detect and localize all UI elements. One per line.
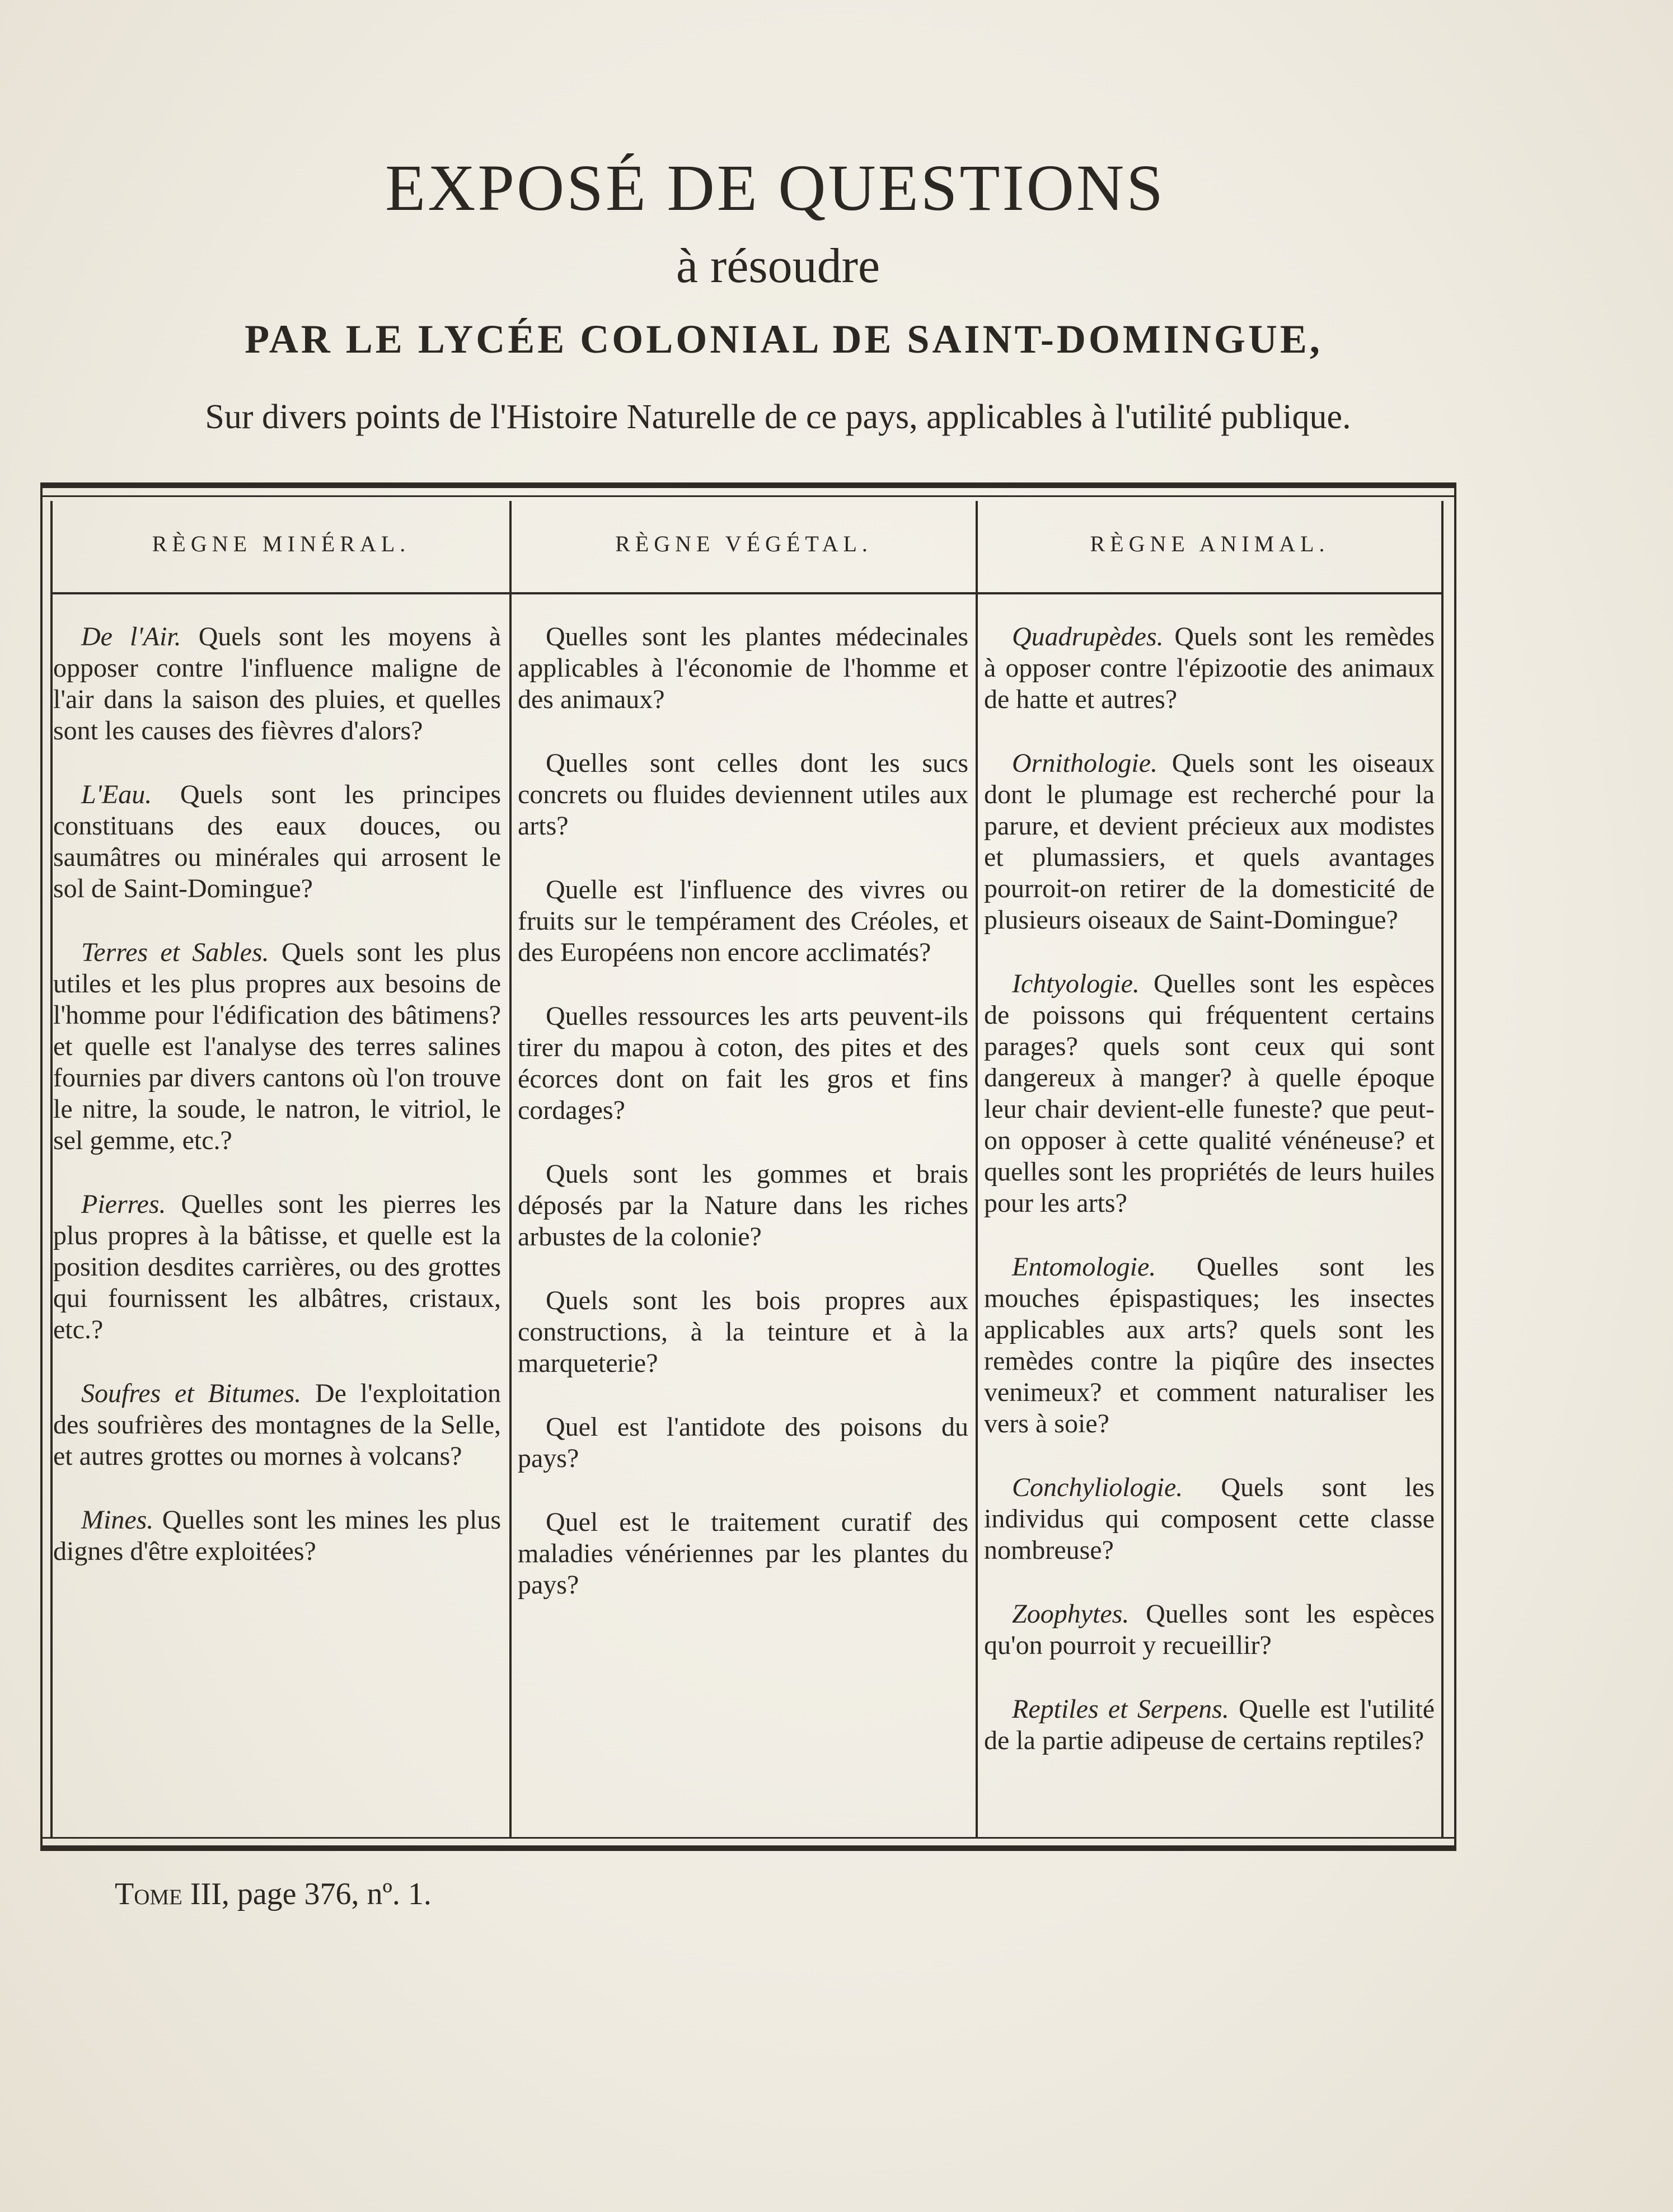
entry-quadrupedes: Quadrupèdes. Quels sont les remèdes à opposer contre l'épizootie des animaux de hatte et autres? [984, 622, 1435, 714]
entry-ichtyologie: Ichtyologie. Quelles sont les espèces de poissons qui fréquentent certains parages? quels sont ceux qui sont dangereux à manger? à quelle époque leur chair devient-elle funeste? que peut-on opposer à cette qualité vénéneuse? et quelles sont les propriétés de leurs huiles pour les arts? [984, 969, 1435, 1218]
entry-pierres: Pierres. Quelles sont les pierres les plus propres à la bâtisse, et quelle est la position desdites carrières, ou des grottes qui fournissent les albâtres, cristaux, etc.? [53, 1189, 502, 1344]
header-animal: RÈGNE ANIMAL. [1090, 531, 1330, 556]
entry-reptiles: Reptiles et Serpens. Quelle est l'utilité de la partie adipeuse de certains reptiles? [984, 1694, 1435, 1755]
header-rule-animal [978, 592, 1441, 594]
header-rule-vegetal [512, 592, 976, 594]
page-reference: Tome III, page 376, nº. 1. [115, 1877, 432, 1911]
scope-line: Sur divers points de l'Histoire Naturelle de ce pays, applicables à l'utilité publique. [205, 398, 1351, 436]
column-animal [984, 621, 1435, 1789]
entry-soufres: Soufres et Bitumes. De l'exploitation des soufrières des montagnes de la Selle, et autres grottes ou mornes à volcans? [53, 1379, 501, 1471]
column-rule-right [1441, 501, 1444, 1839]
entry-terres: Terres et Sables. Quels sont les plus utiles et les plus propres aux besoins de l'homme pour l'édification des bâtimens? et quelle est l'analyse des terres salines fournies par divers cantons où l'on trouve le nitre, la soude, le natron, le vitriol, le sel gemme, etc.? [53, 938, 502, 1155]
entry-ornithologie: Ornithologie. Quels sont les oiseaux dont le plumage est recherché pour la parure, et devient précieux aux modistes et plumassiers, et quels avantages pourroit-on retirer de la domesticité de plusieurs oiseaux de Saint-Domingue? [984, 748, 1435, 935]
entry-air: De l'Air. Quels sont les moyens à opposer contre l'influence maligne de l'air dans la saison des pluies, et quelles sont les causes des fièvres d'alors? [53, 622, 501, 746]
entry-conchyliologie: Conchyliologie. Quels sont les individus qui composent cette classe nombreuse? [984, 1473, 1435, 1565]
column-rule-left [50, 501, 53, 1839]
page-subtitle: à résoudre [676, 239, 880, 293]
column-vegetal [518, 621, 968, 1633]
column-mineral [53, 621, 501, 1600]
entry-zoophytes: Zoophytes. Quelles sont les espèces qu'on pourroit y recueillir? [984, 1599, 1435, 1660]
table-bottom-rule [40, 1837, 1456, 1839]
entry-mapou: Quelles ressources les arts peuvent-ils tirer du mapou à coton, des pites et des écorces dont on fait les gros et fins cordages? [518, 1001, 968, 1125]
entry-eau: L'Eau. Quels sont les principes constituans des eaux douces, ou saumâtres ou minérales qui arrosent le sol de Saint-Domingue? [53, 780, 502, 903]
entry-traitement: Quel est le traitement curatif des maladies vénériennes par les plantes du pays? [518, 1507, 968, 1600]
header-mineral: RÈGNE MINÉRAL. [152, 531, 411, 556]
header-rule-mineral [53, 592, 509, 594]
entry-entomologie: Entomologie. Quelles sont les mouches épispastiques; les insectes applicables aux arts? quels sont les remèdes contre la piqûre des insectes venimeux? et comment naturaliser les vers à soie? [984, 1252, 1435, 1438]
entry-gommes: Quels sont les gommes et brais déposés par la Nature dans les riches arbustes de la colonie? [518, 1159, 968, 1252]
entry-vivres: Quelle est l'influence des vivres ou fruits sur le tempérament des Créoles, et des Européens non encore acclimatés? [518, 875, 968, 967]
table-top-rule [40, 495, 1456, 497]
page-title: EXPOSÉ DE QUESTIONS [385, 151, 1165, 224]
entry-plantes-medecinales: Quelles sont les plantes médecinales applicables à l'économie de l'homme et des animaux? [518, 622, 968, 714]
institution-line: PAR LE LYCÉE COLONIAL DE SAINT-DOMINGUE, [245, 317, 1323, 362]
entry-bois: Quels sont les bois propres aux constructions, à la teinture et à la marqueterie? [518, 1286, 968, 1378]
entry-sucs: Quelles sont celles dont les sucs concrets ou fluides deviennent utiles aux arts? [518, 748, 968, 841]
column-rule-1 [509, 501, 512, 1839]
column-rule-2 [976, 501, 978, 1839]
header-vegetal: RÈGNE VÉGÉTAL. [615, 531, 873, 556]
entry-mines: Mines. Quelles sont les mines les plus dignes d'être exploitées? [53, 1505, 502, 1566]
entry-antidote: Quel est l'antidote des poisons du pays? [518, 1412, 968, 1473]
